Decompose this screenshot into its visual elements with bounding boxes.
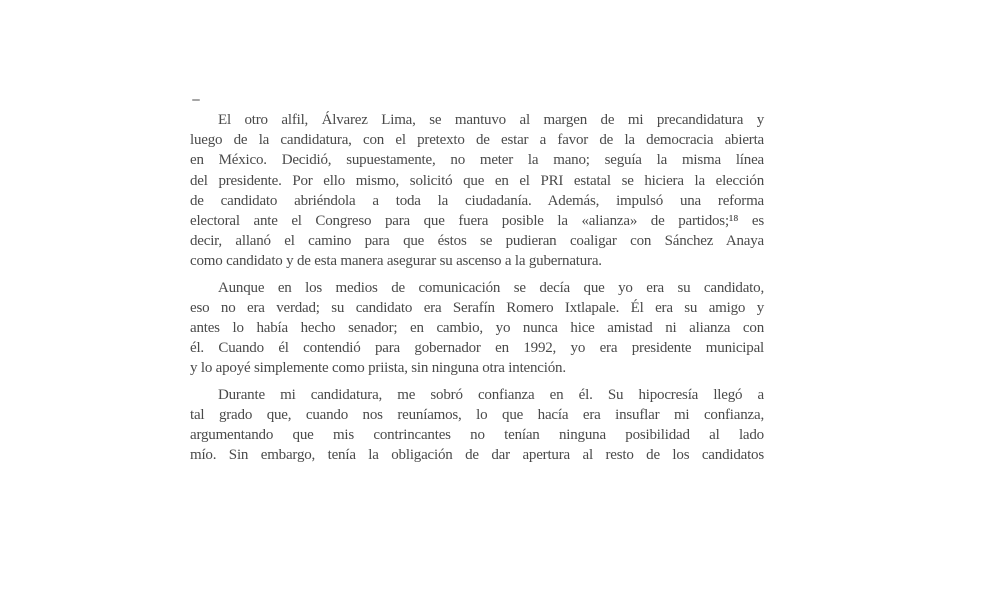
scan-dash-mark	[192, 99, 200, 101]
text-line: eso no era verdad; su candidato era Serafín Romero Ixtlapale. Él era su amigo y	[190, 299, 764, 316]
text-line: luego de la candidatura, con el pretexto de estar a favor de la democracia abierta	[190, 132, 764, 149]
paragraph	[190, 110, 764, 272]
text-line: Durante mi candidatura, me sobró confianza en él. Su hipocresía llegó a	[218, 386, 764, 403]
text-line: antes lo había hecho senador; en cambio, yo nunca hice amistad ni alianza con	[190, 320, 764, 337]
text-line: y lo apoyé simplemente como priista, sin ninguna otra intención.	[190, 360, 566, 377]
text-line: él. Cuando él contendió para gobernador en 1992, yo era presidente municipal	[190, 340, 764, 357]
paragraph	[190, 278, 764, 379]
text-line: argumentando que mis contrincantes no tenían ninguna posibilidad al lado	[190, 427, 764, 444]
text-line: decir, allanó el camino para que éstos se pudieran coaligar con Sánchez Anaya	[190, 233, 764, 250]
paragraph	[190, 385, 764, 466]
text-line: Aunque en los medios de comunicación se decía que yo era su candidato,	[218, 279, 764, 296]
text-line: de candidato abriéndola a toda la ciudadanía. Además, impulsó una reforma	[190, 192, 764, 209]
text-line: como candidato y de esta manera asegurar su ascenso a la gubernatura.	[190, 253, 602, 270]
text-line: tal grado que, cuando nos reuníamos, lo que hacía era insuflar mi confianza,	[190, 406, 764, 423]
text-line: del presidente. Por ello mismo, solicitó que en el PRI estatal se hiciera la elección	[190, 172, 764, 189]
text-line: mío. Sin embargo, tenía la obligación de dar apertura al resto de los candidatos	[190, 447, 764, 464]
body-text-block	[190, 110, 764, 465]
text-line-with-footnote-ref: electoral ante el Congreso para que fuera posible la «alianza» de partidos;¹⁸ es	[190, 213, 764, 230]
text-line: El otro alfil, Álvarez Lima, se mantuvo al margen de mi precandidatura y	[218, 112, 764, 128]
text-line: en México. Decidió, supuestamente, no meter la mano; seguía la misma línea	[190, 152, 764, 169]
